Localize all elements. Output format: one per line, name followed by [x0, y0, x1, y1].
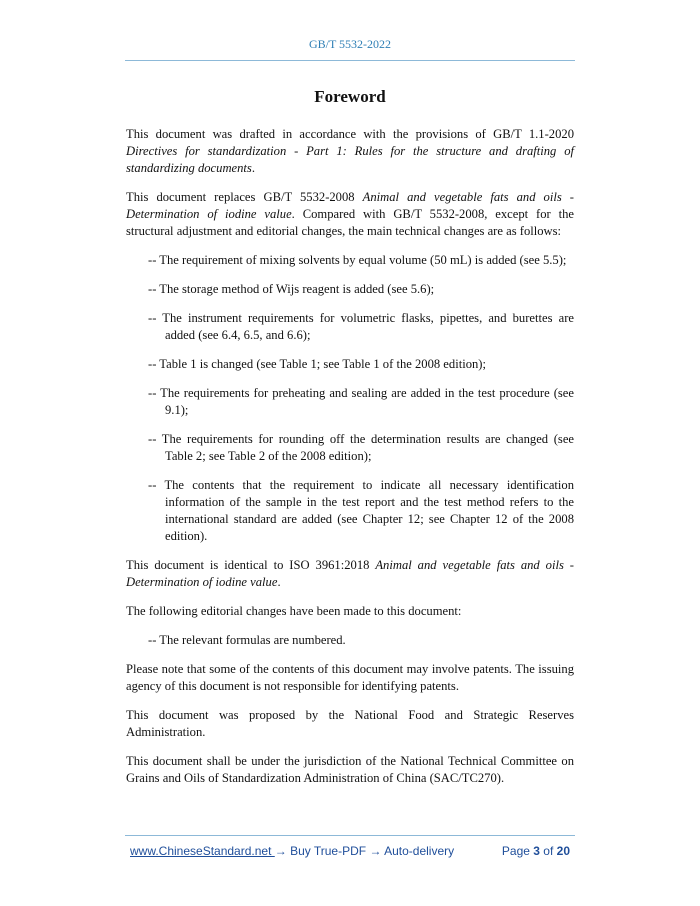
footer-divider — [125, 835, 575, 836]
foreword-body — [126, 126, 574, 799]
change-item: -- Table 1 is changed (see Table 1; see Table 1 of the 2008 edition); — [148, 357, 486, 371]
patents-paragraph: Please note that some of the contents of this document may involve patents. The issuing agency of this document is not responsible for identifying patents. — [126, 662, 574, 693]
change-item: -- The requirements for preheating and sealing are added in the test procedure (see 9.1); — [148, 386, 574, 417]
identical-paragraph — [126, 557, 574, 591]
change-item: -- The contents that the requirement to indicate all necessary identification information of the sample in the test report and the test method refers to the international standard are added (see Chapter 12; see Chapter 12 of the 2008 edition). — [148, 478, 574, 543]
page-current: 3 — [533, 844, 540, 858]
footer-promo — [130, 844, 454, 858]
page-total: 20 — [556, 844, 570, 858]
drafting-directive-title: Directives for standardization - Part 1: Rules for the structure and drafting of standardizing documents — [126, 144, 574, 175]
page-of-label: of — [539, 844, 557, 858]
drafting-paragraph — [126, 126, 574, 177]
change-item: -- The storage method of Wijs reagent is added (see 5.6); — [148, 282, 435, 296]
identical-text-end: . — [277, 575, 281, 589]
change-item: -- The requirement of mixing solvents by equal volume (50 mL) is added (see 5.5); — [148, 253, 567, 267]
replaces-text-end: . Compared with GB/T 5532-2008, except for the structural adjustment and editorial changes, the main technical changes are as follows: — [126, 207, 574, 238]
iso-standard-title: Animal and vegetable fats and oils - Determination of iodine value — [126, 558, 574, 589]
editorial-change-item: -- The relevant formulas are numbered. — [148, 633, 346, 647]
change-item: -- The requirements for rounding off the determination results are changed (see Table 2; see Table 2 of the 2008 edition); — [148, 432, 574, 463]
page-title: Foreword — [314, 87, 386, 106]
editorial-intro-paragraph: The following editorial changes have been made to this document: — [126, 604, 462, 618]
buy-pdf-text: → Buy True-PDF → Auto-delivery — [274, 844, 455, 858]
header-divider — [125, 60, 575, 61]
proposed-paragraph: This document was proposed by the National Food and Strategic Reserves Administration. — [126, 708, 574, 739]
replaces-paragraph — [126, 189, 574, 240]
replaces-text: This document replaces GB/T 5532-2008 — [126, 190, 363, 204]
identical-text: This document is identical to ISO 3961:2018 — [126, 558, 376, 572]
site-link[interactable]: www.ChineseStandard.net — [130, 844, 275, 858]
jurisdiction-paragraph: This document shall be under the jurisdiction of the National Technical Committee on Grains and Oils of Standardization Administration of China (SAC/TC270). — [126, 754, 574, 785]
change-item: -- The instrument requirements for volumetric flasks, pipettes, and burettes are added (see 6.4, 6.5, and 6.6); — [148, 311, 574, 342]
page-number — [502, 844, 570, 858]
replaced-standard-title: Animal and vegetable fats and oils - Determination of iodine value — [126, 190, 574, 221]
page-label: Page — [501, 844, 534, 858]
running-header: GB/T 5532-2022 — [308, 37, 392, 51]
drafting-text-end: . — [251, 161, 255, 175]
drafting-text: This document was drafted in accordance with the provisions of GB/T 1.1-2020 — [126, 127, 574, 141]
